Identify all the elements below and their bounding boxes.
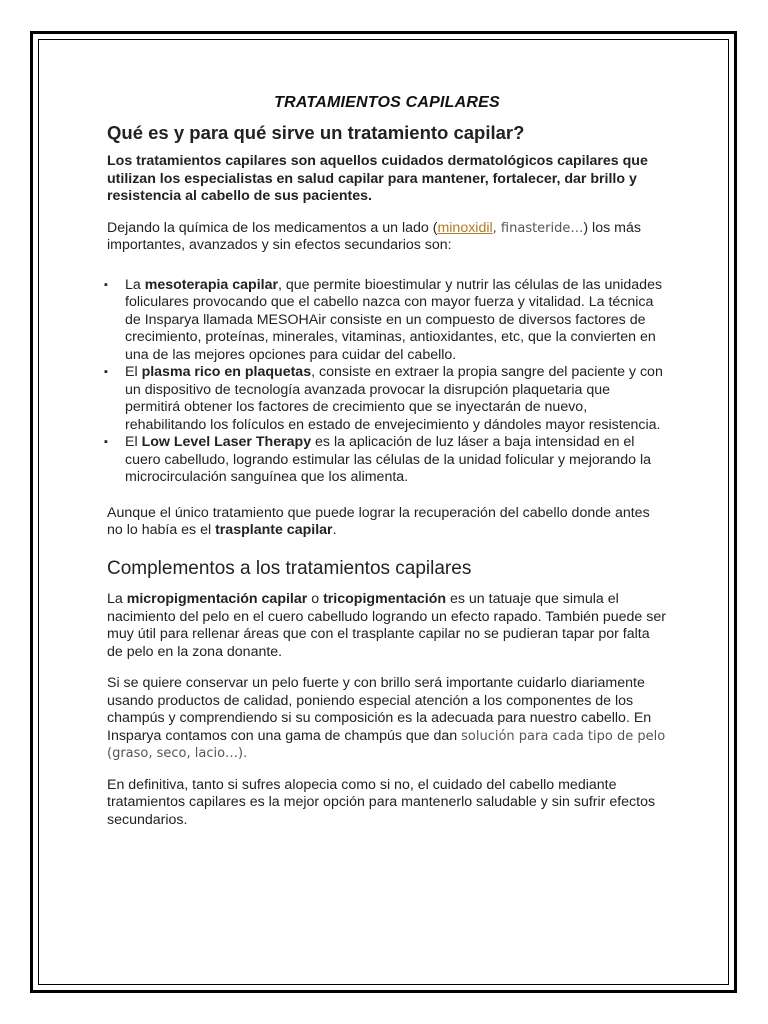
list-item-bold: mesoterapia capilar xyxy=(144,276,279,293)
section2-heading: Complementos a los tratamientos capilares xyxy=(107,557,472,579)
transplant-text-end: . xyxy=(332,522,337,538)
list-item-text: El xyxy=(125,434,142,450)
list-item xyxy=(104,276,667,365)
bullet-icon: ▪ xyxy=(104,436,108,448)
micro-bold-1: micropigmentación capilar xyxy=(126,591,308,607)
document-title: TRATAMIENTOS CAPILARES xyxy=(274,94,500,111)
intro-text-before: Dejando la química de los medicamentos a un lado ( xyxy=(107,219,438,236)
bullet-icon: ▪ xyxy=(104,278,108,291)
transplant-bold: trasplante capilar xyxy=(215,522,333,538)
document-body xyxy=(104,94,667,843)
list-item-text: El xyxy=(125,364,142,380)
intro-light-text: , finasteride… xyxy=(492,220,584,236)
list-item-bold: Low Level Laser Therapy xyxy=(141,434,312,450)
care-text: Si se quiere conservar un pelo fuerte y con brillo será importante cuidarlo diariamente usando productos de calidad, poniendo especial atención a los componentes de los champús y comprendiendo si su composición es la adecuada para nuestro cabello. En Insparya contamos con una gama de champús que dan xyxy=(107,675,652,744)
section-heading: Qué es y para qué sirve un tratamiento capilar? xyxy=(107,121,525,143)
transplant-paragraph xyxy=(107,505,667,540)
list-item xyxy=(104,364,667,434)
list-item-text: La xyxy=(125,276,145,293)
micro-bold-2: tricopigmentación xyxy=(323,591,447,607)
micro-text: La xyxy=(107,591,127,607)
lead-paragraph: Los tratamientos capilares son aquellos cuidados dermatológicos capilares que utilizan los especialistas en salud capilar para mantener, fortalecer, dar brillo y resistencia al cabello de sus pacientes. xyxy=(107,153,648,204)
list-item-text: , que permite bioestimular y nutrir las células de las unidades foliculares provocando que el cabello nazca con mayor fuerza y vitalidad. La técnica de Insparya llamada MESOHAir consiste en un compuesto de diversos factores de crecimiento, proteínas, minerales, vitaminas, antioxidantes, etc, que la convierten en una de las mejores opciones para cuidar del cabello. xyxy=(125,276,663,363)
intro-paragraph xyxy=(107,220,667,255)
transplant-text: Aunque el único tratamiento que puede lograr la recuperación del cabello donde antes no lo había es el xyxy=(107,504,650,538)
care-paragraph xyxy=(107,675,667,763)
list-item-bold: plasma rico en plaquetas xyxy=(141,364,312,380)
treatments-list xyxy=(104,276,667,487)
list-item-text: , consiste en extraer la propia sangre del paciente y con un dispositivo de tecnología avanzada provocar la disrupción plaquetaria que permitirá obtener los factores de crecimiento que se inyectarán de nuevo, rehabilitando los folículos en estado de envejecimiento y dándoles mayor resistencia. xyxy=(125,364,663,433)
care-light-text: solución para cada tipo de pelo (graso, seco, lacio…). xyxy=(107,728,666,761)
micro-text-mid: o xyxy=(307,591,324,607)
intro-text-end: ) los más importantes, avanzados y sin efectos secundarios son: xyxy=(107,219,641,253)
micropigmentation-paragraph xyxy=(107,591,667,661)
list-item xyxy=(104,434,667,487)
conclusion-paragraph: En definitiva, tanto si sufres alopecia como si no, el cuidado del cabello mediante tratamientos capilares es la mejor opción para mantenerlo saludable y sin sufrir efectos secundarios. xyxy=(107,776,656,828)
bullet-icon: ▪ xyxy=(104,366,108,378)
minoxidil-link[interactable]: minoxidil xyxy=(437,219,493,236)
micro-text-end: es un tatuaje que simula el nacimiento del pelo en el cuero cabelludo logrando un efecto rapado. También puede ser muy útil para rellenar áreas que con el trasplante capilar no se pudieran tapar por falta de pelo en la zona donante. xyxy=(107,591,666,660)
list-item-text: es la aplicación de luz láser a baja intensidad en el cuero cabelludo, logrando estimular las células de la unidad folicular y mejorando la microcirculación sanguínea que los alimenta. xyxy=(125,434,652,485)
